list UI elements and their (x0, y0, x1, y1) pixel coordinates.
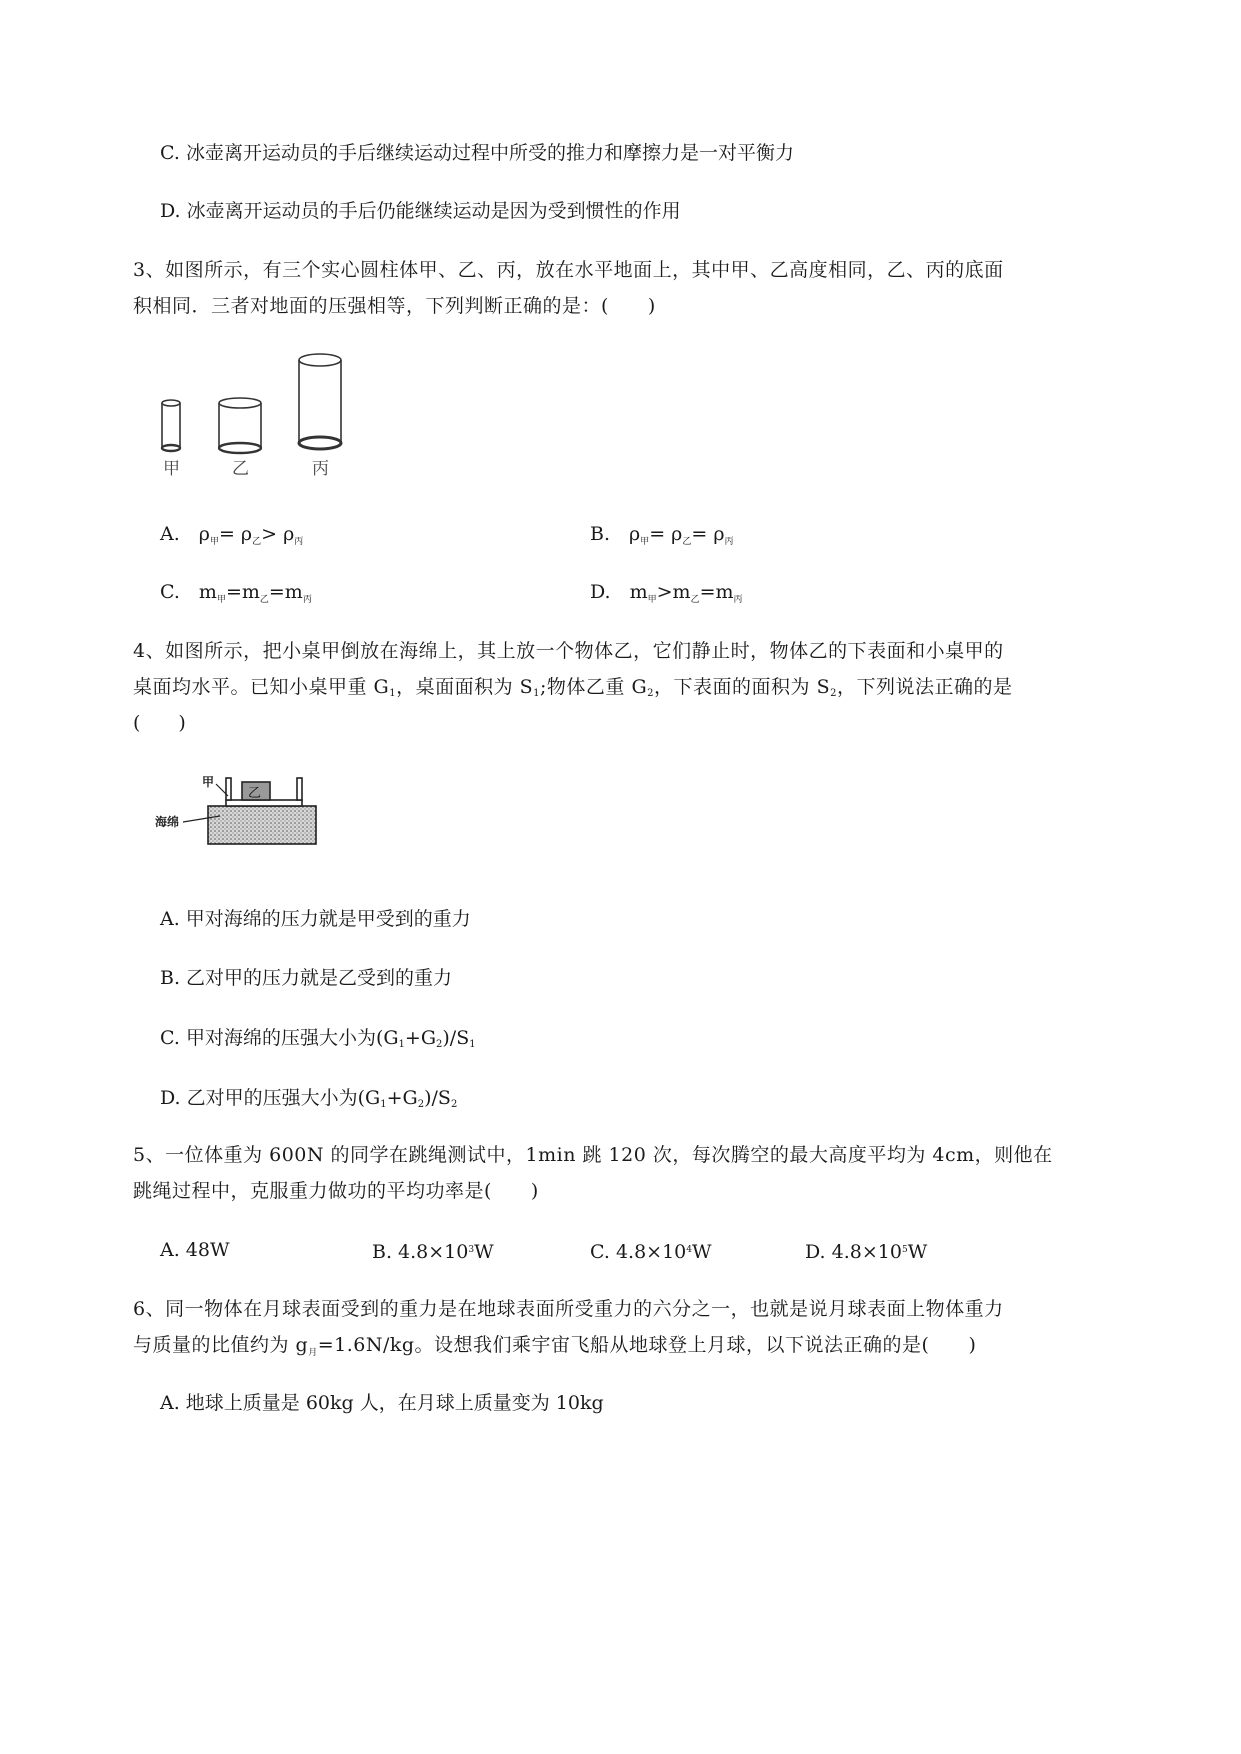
q3-option-b: B. $\rho_甲= \rho_乙= \rho_丙$ (590, 523, 734, 547)
sponge-label: 海绵 (155, 815, 180, 829)
q3-option-a: A. $\rho_甲= \rho_乙> \rho_丙$ (160, 523, 304, 547)
cylinder-label-jia: 甲 (163, 459, 180, 479)
table-label-jia: 甲 (202, 775, 215, 789)
q3-stem-line1: 3、如图所示，有三个实心圆柱体甲、乙、丙，放在水平地面上，其中甲、乙高度相同，乙、丙的底面 (133, 259, 1004, 281)
q3-cylinders-figure (150, 348, 350, 488)
q2-option-d: D. 冰壶离开运动员的手后仍能继续运动是因为受到惯性的作用 (160, 200, 681, 222)
q6-stem-line1: 6、同一物体在月球表面受到的重力是在地球表面所受重力的六分之一，也就是说月球表面上物体重力 (133, 1298, 1004, 1320)
q4-option-b: B. 乙对甲的压力就是乙受到的重力 (160, 967, 453, 989)
q3-stem-line2: 积相同．三者对地面的压强相等，下列判断正确的是：( ) (133, 295, 656, 317)
q2-option-c: C. 冰壶离开运动员的手后继续运动过程中所受的推力和摩擦力是一对平衡力 (160, 142, 794, 164)
q5-option-b: B. $4.8\times 10^3W$ (372, 1241, 494, 1263)
q4-stem-line3: ( ) (133, 712, 186, 734)
q4-stem-line2: 桌面均水平。已知小桌甲重 $G_1$，桌面面积为 $S_1$;物体乙重 $G_2$，下表面的面积为 $S_2$，下列说法正确的是 (133, 676, 1013, 699)
q4-option-d: D. 乙对甲的压强大小为$(G_1+G_2)/S_2$ (160, 1087, 458, 1110)
q5-stem-line1: 5、一位体重为 600N 的同学在跳绳测试中，1min 跳 120 次，每次腾空的最大高度平均为 4cm，则他在 (133, 1144, 1053, 1166)
q4-option-c: C. 甲对海绵的压强大小为$(G_1+G_2)/S_1$ (160, 1027, 476, 1050)
q4-stem-line1: 4、如图所示，把小桌甲倒放在海绵上，其上放一个物体乙，它们静止时，物体乙的下表面和小桌甲的 (133, 640, 1004, 662)
cylinder-label-bing: 丙 (312, 459, 329, 479)
q4-sponge-figure (150, 770, 320, 850)
cylinder-label-yi: 乙 (232, 459, 249, 479)
q5-stem-line2: 跳绳过程中，克服重力做功的平均功率是( ) (133, 1180, 539, 1202)
q5-option-a: A. 48W (160, 1239, 230, 1261)
q6-option-a: A. 地球上质量是 60kg 人，在月球上质量变为 10kg (160, 1392, 604, 1414)
q5-option-c: C. $4.8\times 10^4W$ (590, 1241, 712, 1263)
object-label-yi: 乙 (248, 786, 262, 801)
q3-option-d: D. $m_甲>m_乙=m_丙$ (590, 581, 743, 605)
q3-option-c: C. $m_甲=m_乙=m_丙$ (160, 581, 312, 605)
q4-option-a: A. 甲对海绵的压力就是甲受到的重力 (160, 908, 471, 930)
q6-stem-line2: 与质量的比值约为 $g_月=1.6N/kg$。设想我们乘宇宙飞船从地球登上月球，以下说法正确的是( ) (133, 1334, 977, 1358)
q5-option-d: D. $4.8\times 10^5W$ (805, 1241, 928, 1263)
